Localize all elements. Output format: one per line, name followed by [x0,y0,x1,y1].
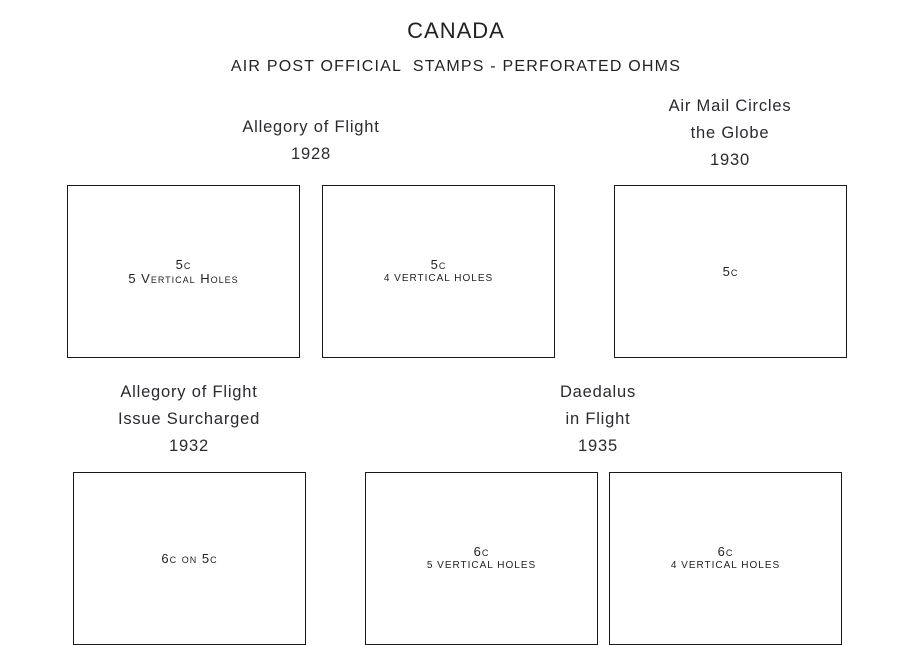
group-heading-line: Allegory of Flight [120,383,258,401]
group-heading-line: in Flight [565,410,631,428]
page-title: CANADA [407,18,505,43]
stamp-box [322,185,555,358]
group-heading-year: 1930 [710,151,750,169]
group-heading-line: Issue Surcharged [117,410,261,428]
stamp-value: 5c [430,256,447,272]
page-subtitle: AIR POST OFFICIAL STAMPS - PERFORATED OHMS [230,58,682,75]
stamp-label [128,258,238,286]
group-heading-line: Air Mail Circles [668,97,792,115]
group-heading-1932 [89,379,289,460]
group-heading-line: Daedalus [559,383,637,401]
stamp-box [614,185,847,358]
stamp-value: 6c on 5c [161,550,218,566]
stamp-box [365,472,598,645]
stamp-description: 4 VERTICAL HOLES [383,272,494,284]
stamp-label [161,552,217,566]
stamp-box [67,185,300,358]
stamp-label [384,258,493,286]
stamp-description: 5 VERTICAL HOLES [426,559,537,571]
stamp-label [427,545,536,573]
stamp-box [609,472,842,645]
group-heading-1935 [498,379,698,460]
group-heading-line: the Globe [690,124,770,142]
stamp-label [671,545,780,573]
stamp-box [73,472,306,645]
stamp-value: 6c [473,543,490,559]
group-heading-year: 1935 [578,437,618,455]
stamp-value: 5c [175,256,192,272]
group-heading-year: 1928 [291,145,331,163]
group-heading-year: 1932 [169,437,209,455]
group-heading-line: Allegory of Flight [242,118,380,136]
group-heading-1930 [630,93,830,174]
stamp-description: 5 Vertical Holes [128,270,239,286]
group-heading-1928 [211,114,411,168]
stamp-value: 5c [722,263,739,279]
stamp-label [723,265,739,279]
stamp-description: 4 VERTICAL HOLES [670,559,781,571]
stamp-value: 6c [717,543,734,559]
